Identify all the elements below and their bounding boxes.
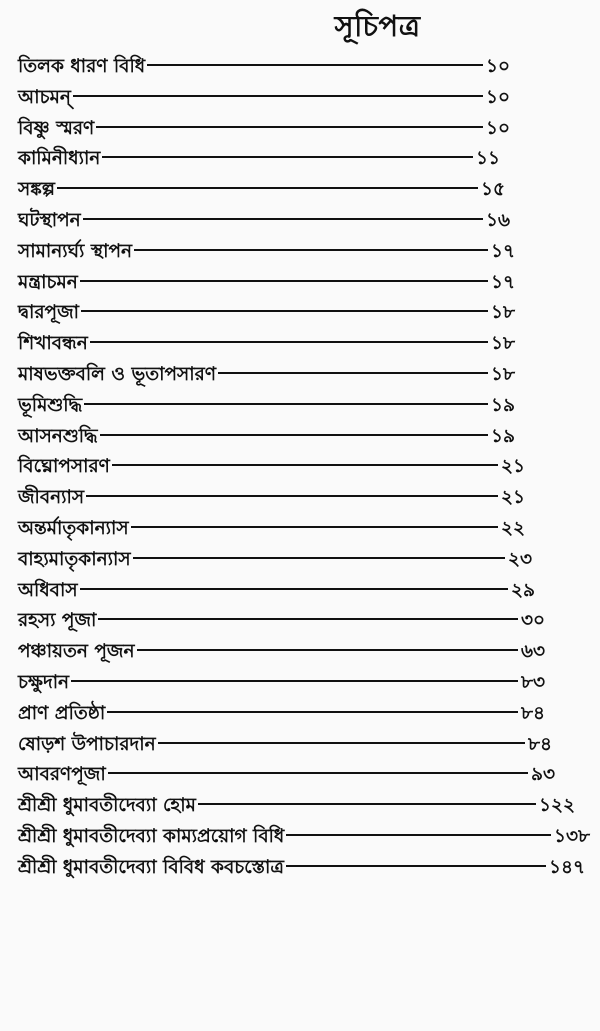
toc-entry [18,391,515,422]
toc-page-number: ১৮ [490,302,515,324]
toc-leader-line [112,464,498,466]
toc-leader-line [158,742,525,744]
toc-entry [18,175,505,206]
toc-leader-line [147,64,483,66]
toc-entry-label: পঞ্চায়তন পূজন [18,641,135,663]
toc-entry-label: শ্রীশ্রী ধুমাবতীদেব্যা হোম [18,795,196,817]
toc-entry-label: শিখাবন্ধন [18,333,88,355]
toc-leader-line [198,803,536,805]
toc-entry [18,606,545,637]
toc-page-number: ২১ [500,456,525,478]
toc-leader-line [84,403,488,405]
toc-leader-line [108,772,528,774]
toc-page-number: ১৯ [490,394,515,416]
toc-entry [18,52,510,83]
toc-entry-label: প্রাণ প্রতিষ্ঠা [18,702,106,724]
toc-entry [18,514,525,545]
toc-entry [18,576,535,607]
toc-entry [18,545,532,576]
toc-leader-line [100,434,488,436]
toc-leader-line [73,95,483,97]
toc-entry-label: রহস্য পূজা [18,610,97,632]
toc-entry-label: শ্রীশ্রী ধুমাবতীদেব্যা বিবিধ কবচস্তোত্র [18,856,284,878]
toc-entry [18,699,545,730]
toc-page-number: ১৭ [490,240,515,262]
table-of-contents [18,52,590,884]
toc-entry [18,637,545,668]
toc-entry [18,822,590,853]
toc-entry-label: সামান্যর্ঘ্য স্থাপন [18,240,133,262]
toc-page-number: ১৩৮ [553,825,590,847]
toc-entry-label: তিলক ধারণ বিধি [18,56,146,77]
toc-entry-label: বিষ্ণু স্মরণ [18,117,95,139]
toc-leader-line [98,618,518,620]
toc-entry [18,730,552,761]
toc-entry-label: আবরণপূজা [18,764,106,786]
toc-page-number: ৮৩ [520,671,545,693]
toc-leader-line [286,834,551,836]
toc-page-number: ১৭ [490,271,515,293]
toc-page-number: ১৮ [490,363,515,385]
toc-leader-line [137,649,518,651]
toc-page-number: ৮৪ [527,733,552,755]
toc-entry-label: সঙ্কল্প [18,179,55,201]
toc-entry-label: আসনশুদ্ধি [18,425,98,447]
page-title: সূচিপত্র [334,9,421,43]
toc-leader-line [134,249,488,251]
toc-page-number: ১৮ [490,333,515,355]
toc-page-number: ১০ [485,86,510,108]
toc-entry-label: কামিনীধ্যান [18,148,101,170]
toc-page-number: ১৯ [490,425,515,447]
toc-leader-line [133,557,505,559]
toc-leader-line [80,280,488,282]
toc-leader-line [218,372,488,374]
toc-page-number: ১২২ [538,795,575,817]
toc-page-number: ২৩ [507,548,532,570]
toc-page-number: ৬৩ [520,641,545,663]
toc-entry-label: বিঘ্নোপসারণ [18,456,110,478]
toc-leader-line [83,218,483,220]
toc-leader-line [131,526,498,528]
toc-entry [18,237,515,268]
toc-leader-line [96,126,483,128]
toc-page-number: ১৬ [485,209,510,231]
toc-entry-label: অন্তর্মাতৃকান্যাস [18,517,129,539]
toc-leader-line [80,588,508,590]
toc-leader-line [90,341,488,343]
toc-page-number: ২২ [500,517,525,539]
toc-entry-label: আচমন্ [18,86,71,108]
toc-page-number: ১০ [485,117,510,139]
toc-leader-line [102,156,473,158]
toc-entry-label: অধিবাস [18,579,78,601]
toc-entry [18,268,515,299]
toc-page-number: ১৫ [480,179,505,201]
toc-entry-label: বাহ্যমাতৃকান্যাস [18,548,131,570]
toc-entry-label: ভূমিশুদ্ধি [18,394,83,416]
toc-entry [18,853,585,884]
toc-page-number: ৯৩ [530,764,555,786]
toc-entry [18,298,515,329]
toc-leader-line [81,310,488,312]
toc-leader-line [57,187,478,189]
toc-leader-line [71,680,518,682]
toc-entry-label: দ্বারপূজা [18,302,80,324]
toc-entry [18,668,545,699]
toc-leader-line [107,711,518,713]
toc-entry [18,483,525,514]
toc-entry-label: চক্ষুদান [18,671,70,693]
toc-page-number: ১১ [475,148,500,170]
toc-entry-label: মন্ত্রাচমন [18,271,78,293]
toc-entry [18,791,575,822]
toc-entry-label: মাষভক্তবলি ও ভূতাপসারণ [18,363,217,385]
toc-entry [18,329,515,360]
toc-entry [18,144,500,175]
toc-entry [18,760,555,791]
toc-page-number: ১০ [485,56,510,77]
toc-leader-line [286,865,546,867]
toc-entry [18,206,510,237]
toc-page-number: ২৯ [510,579,535,601]
toc-entry-label: ষোড়শ উপাচারদান [18,733,156,755]
toc-entry [18,83,510,114]
toc-page-number: ১৪৭ [548,856,585,878]
toc-entry [18,452,525,483]
toc-entry [18,114,510,145]
toc-leader-line [86,495,498,497]
toc-entry [18,422,515,453]
toc-entry-label: ঘটস্থাপন [18,209,81,231]
toc-entry-label: জীবন্যাস [18,487,85,509]
toc-page-number: ৩০ [520,610,545,632]
toc-page-number: ২১ [500,487,525,509]
toc-entry [18,360,515,391]
toc-page-number: ৮৪ [520,702,545,724]
toc-entry-label: শ্রীশ্রী ধুমাবতীদেব্যা কাম্যপ্রয়োগ বিধি [18,825,285,847]
